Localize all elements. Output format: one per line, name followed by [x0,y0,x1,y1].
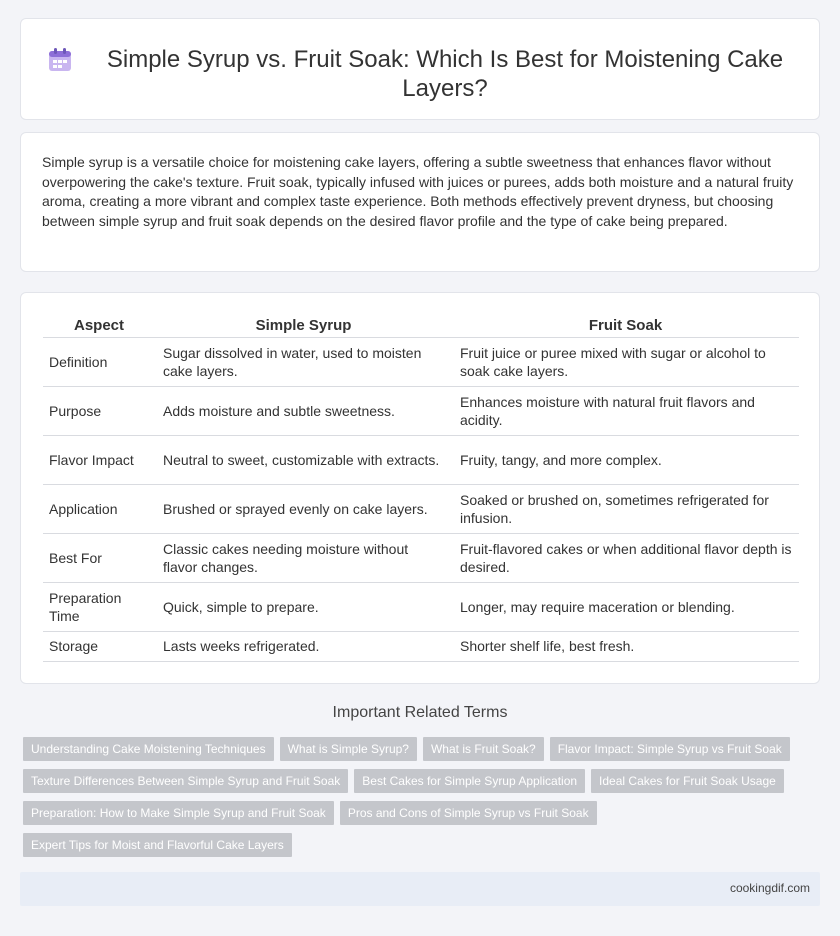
table-row [43,484,799,533]
simple-syrup-cell: Neutral to sweet, customizable with extracts. [155,435,452,484]
header-card [20,18,820,120]
related-terms-tags [23,737,823,865]
aspect-cell: Best For [43,533,155,582]
aspect-cell: Storage [43,631,155,661]
header-fruit-soak: Fruit Soak [452,313,799,337]
fruit-soak-cell: Fruit juice or puree mixed with sugar or alcohol to soak cake layers. [452,337,799,386]
related-tag[interactable]: Flavor Impact: Simple Syrup vs Fruit Soak [550,737,790,761]
fruit-soak-cell: Fruit-flavored cakes or when additional flavor depth is desired. [452,533,799,582]
comparison-table [43,313,799,662]
fruit-soak-cell: Enhances moisture with natural fruit flavors and acidity. [452,386,799,435]
aspect-cell: Purpose [43,386,155,435]
simple-syrup-cell: Sugar dissolved in water, used to moisten cake layers. [155,337,452,386]
table-row [43,631,799,661]
fruit-soak-cell: Shorter shelf life, best fresh. [452,631,799,661]
related-tag[interactable]: Texture Differences Between Simple Syrup and Fruit Soak [23,769,348,793]
simple-syrup-cell: Lasts weeks refrigerated. [155,631,452,661]
related-tag[interactable]: Ideal Cakes for Fruit Soak Usage [591,769,784,793]
table-row [43,533,799,582]
footer [20,872,820,906]
table-row [43,435,799,484]
related-terms-title: Important Related Terms [332,704,508,721]
fruit-soak-cell: Soaked or brushed on, sometimes refrigerated for infusion. [452,484,799,533]
table-row [43,582,799,631]
table-header-row [43,313,799,337]
related-tag[interactable]: Best Cakes for Simple Syrup Application [354,769,585,793]
intro-paragraph: Simple syrup is a versatile choice for moistening cake layers, offering a subtle sweetness that enhances flavor without overpowering the cake's texture. Fruit soak, typically infused with juices or purees, adds both moisture and a natural fruity aroma, creating a more vibrant and complex taste experience. Both methods effectively prevent dryness, but choosing between simple syrup and fruit soak depends on the desired flavor profile and the type of cake being prepared. [42,154,794,229]
fruit-soak-cell: Fruity, tangy, and more complex. [452,435,799,484]
related-tag[interactable]: Preparation: How to Make Simple Syrup and Fruit Soak [23,801,334,825]
comparison-card [20,292,820,684]
fruit-soak-cell: Longer, may require maceration or blending. [452,582,799,631]
related-tag[interactable]: Understanding Cake Moistening Techniques [23,737,274,761]
related-tag[interactable]: What is Fruit Soak? [423,737,544,761]
related-tag[interactable]: What is Simple Syrup? [280,737,417,761]
intro-card [20,132,820,272]
footer-site-link[interactable]: cookingdif.com [729,881,810,895]
table-row [43,386,799,435]
aspect-cell: Preparation Time [43,582,155,631]
aspect-cell: Definition [43,337,155,386]
header-simple-syrup: Simple Syrup [155,313,452,337]
simple-syrup-cell: Classic cakes needing moisture without flavor changes. [155,533,452,582]
aspect-cell: Application [43,484,155,533]
related-tag[interactable]: Expert Tips for Moist and Flavorful Cake Layers [23,833,292,857]
table-row [43,337,799,386]
page-title: Simple Syrup vs. Fruit Soak: Which Is Best for Moistening Cake Layers? [106,46,784,102]
simple-syrup-cell: Quick, simple to prepare. [155,582,452,631]
aspect-cell: Flavor Impact [43,435,155,484]
simple-syrup-cell: Adds moisture and subtle sweetness. [155,386,452,435]
related-tag[interactable]: Pros and Cons of Simple Syrup vs Fruit Soak [340,801,597,825]
simple-syrup-cell: Brushed or sprayed evenly on cake layers. [155,484,452,533]
header-aspect: Aspect [43,313,155,337]
